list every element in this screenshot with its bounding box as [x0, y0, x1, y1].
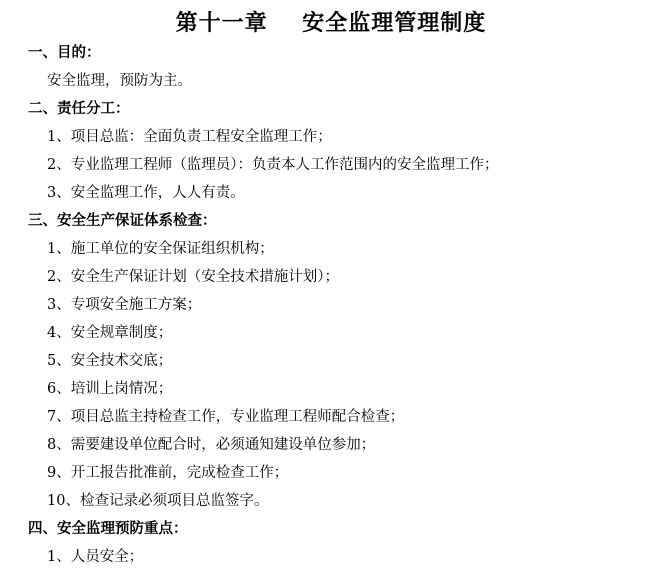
list-item: 安全监理，预防为主。	[47, 73, 192, 89]
list-item: 3、安全监理工作，人人有责。	[47, 185, 245, 201]
list-item: 3、专项安全施工方案；	[47, 297, 202, 313]
list-item: 1、施工单位的安全保证组织机构；	[47, 241, 274, 257]
list-item: 2、专业监理工程师（监理员）：负责本人工作范围内的安全监理工作；	[47, 157, 499, 173]
chapter-title: 第十一章 安全监理管理制度	[175, 10, 487, 36]
list-item: 6、培训上岗情况；	[47, 381, 173, 397]
list-item: 5、安全技术交底；	[47, 353, 173, 369]
section-heading-purpose: 一、目的：	[28, 45, 101, 61]
list-item: 8、需要建设单位配合时，必须通知建设单位参加；	[47, 437, 376, 453]
list-item: 4、安全规章制度；	[47, 325, 173, 341]
list-item: 1、项目总监：全面负责工程安全监理工作；	[47, 129, 332, 145]
list-item: 1、人员安全；	[47, 549, 144, 565]
section-heading-prevention-focus: 四、安全监理预防重点：	[28, 521, 188, 537]
list-item: 7、项目总监主持检查工作，专业监理工程师配合检查；	[47, 409, 405, 425]
list-item: 9、开工报告批准前，完成检查工作；	[47, 465, 289, 481]
list-item: 10、检查记录必须项目总监签字。	[47, 493, 269, 509]
section-heading-safety-system-check: 三、安全生产保证体系检查：	[28, 213, 217, 229]
list-item: 2、安全生产保证计划（安全技术措施计划）；	[47, 269, 339, 285]
section-heading-responsibilities: 二、责任分工：	[28, 101, 130, 117]
